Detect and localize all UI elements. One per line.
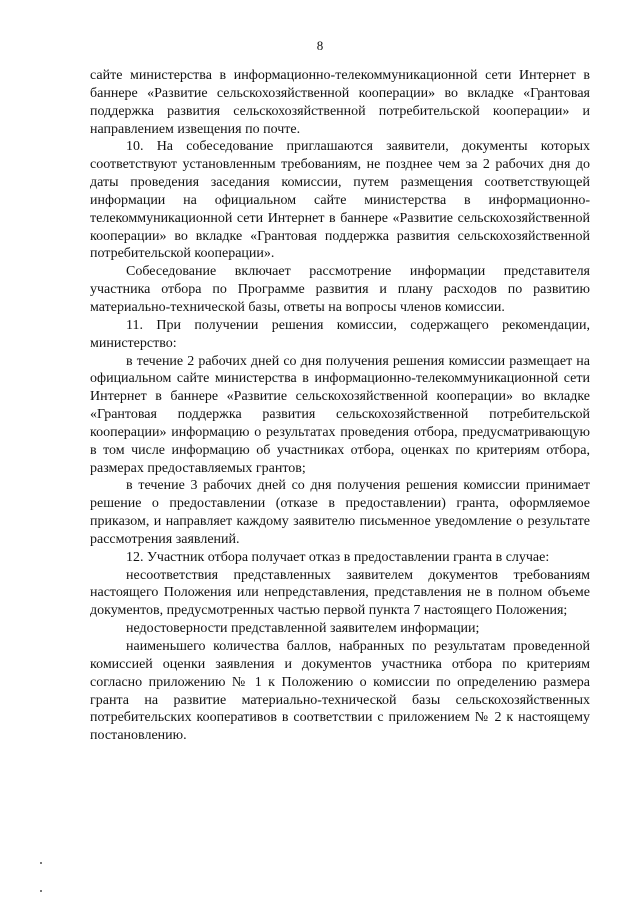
paragraph-item-11: 11. При получении решения комиссии, содержащего рекомендации, министерство: — [90, 317, 590, 351]
document-body — [90, 67, 590, 745]
paragraph: в течение 2 рабочих дней со дня получения решения комиссии размещает на официальном сайте министерства в информационно-телекоммуникационной сети Интернет в баннере «Развитие сельскохозяйственной кооперации» во вкладке «Грантовая поддержка развития сельскохозяйственной потребительской кооперации» информацию о результатах проведения отбора, предусматривающую в том числе информацию об участниках отбора, оценках по критериям отбора, размерах предоставляемых грантов; — [90, 353, 590, 476]
page-number: 8 — [316, 38, 324, 53]
paragraph: сайте министерства в информационно-телекоммуникационной сети Интернет в баннере «Развитие сельскохозяйственной кооперации» во вкладке «Грантовая поддержка развития сельскохозяйственной потребительской кооперации» и направлением извещения по почте. — [90, 68, 590, 137]
paragraph: несоответствия представленных заявителем документов требованиям настоящего Положения или непредставления, представления не в полном объеме документов, предусмотренных частью первой пункта 7 настоящего Положения; — [90, 567, 590, 619]
paragraph-item-12: 12. Участник отбора получает отказ в предоставлении гранта в случае: — [126, 549, 550, 565]
paragraph: недостоверности представленной заявителем информации; — [126, 621, 480, 637]
paragraph: наименьшего количества баллов, набранных по результатам проведенной комиссией оценки заявления и документов участника отбора по критериям согласно приложению № 1 к Положению о комиссии по определению размера гранта на развитие материально-технической базы сельскохозяйственных потребительских кооперативов в соответствии с приложением № 2 к настоящему постановлению. — [90, 639, 590, 744]
paragraph-item-10: 10. На собеседование приглашаются заявители, документы которых соответствуют установленным требованиям, не позднее чем за 2 рабочих дня до даты проведения заседания комиссии, путем размещения соответствующей информации на официальном сайте министерства в информационно-телекоммуникационной сети Интернет в баннере «Развитие сельскохозяйственной кооперации» во вкладке «Грантовая поддержка развития сельскохозяйственной потребительской кооперации». — [90, 139, 590, 262]
scan-mark — [40, 862, 42, 864]
scan-mark — [40, 890, 42, 892]
paragraph: Собеседование включает рассмотрение информации представителя участника отбора по Программе развития и плану расходов по развитию материально-технической базы, ответы на вопросы членов комиссии. — [90, 264, 590, 315]
paragraph: в течение 3 рабочих дней со дня получения решения комиссии принимает решение о предоставлении (отказе в предоставлении) гранта, оформляемое приказом, и направляет каждому заявителю письменное уведомление о результате рассмотрения заявлений. — [90, 478, 590, 547]
